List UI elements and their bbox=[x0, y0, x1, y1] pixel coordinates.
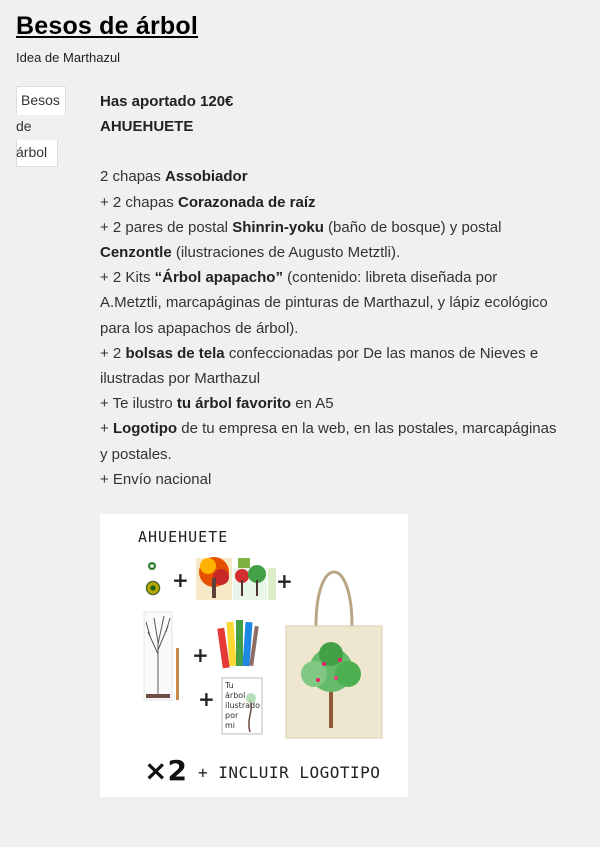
thumbnail-word: Besos bbox=[21, 92, 60, 108]
svg-text:Tu: Tu bbox=[225, 681, 234, 690]
svg-text:ilustrado: ilustrado bbox=[225, 701, 260, 710]
postcards-icon bbox=[196, 557, 276, 600]
reward-product-image bbox=[100, 514, 408, 797]
reward-item: Cenzontle (ilustraciones de Augusto Metztli). bbox=[100, 244, 401, 262]
page-subtitle: Idea de Marthazul bbox=[16, 50, 121, 65]
tote-bag-icon bbox=[286, 572, 382, 738]
reward-item: + 2 bolsas de tela confeccionadas por De las manos de Nieves e bbox=[100, 344, 539, 362]
plus-sign: + bbox=[192, 643, 209, 667]
reward-item: + Te ilustro tu árbol favorito en A5 bbox=[100, 395, 334, 413]
svg-text:por: por bbox=[225, 711, 239, 720]
badge-icon bbox=[147, 562, 160, 595]
illustrated-card bbox=[222, 678, 262, 734]
multiplier-text: ×2 bbox=[144, 754, 187, 787]
svg-text:árbol: árbol bbox=[225, 691, 246, 700]
reward-thumbnail[interactable] bbox=[16, 86, 64, 166]
plus-sign: + bbox=[198, 687, 215, 711]
reward-amount: Has aportado 120€ bbox=[100, 93, 234, 110]
reward-item: 2 chapas Assobiador bbox=[100, 168, 248, 186]
reward-item: + 2 Kits “Árbol apapacho” (contenido: libreta diseñada por bbox=[100, 269, 498, 287]
thumbnail-word: árbol bbox=[16, 144, 48, 160]
page-title: Besos de árbol bbox=[16, 12, 199, 40]
bookmarks-icon bbox=[217, 620, 259, 668]
reward-item: + 2 chapas Corazonada de raíz bbox=[100, 193, 316, 211]
reward-item: ilustradas por Marthazul bbox=[100, 370, 261, 388]
thumbnail-word: de bbox=[16, 118, 32, 134]
reward-item: + Envío nacional bbox=[100, 470, 212, 488]
reward-item: + 2 pares de postal Shinrin-yoku (baño de bosque) y postal bbox=[100, 218, 502, 236]
image-heading: AHUEHUETE bbox=[138, 528, 229, 546]
footer-text: + INCLUIR LOGOTIPO bbox=[198, 763, 381, 782]
reward-item: + Logotipo de tu empresa en la web, en las postales, marcapáginas bbox=[100, 420, 557, 438]
reward-item: A.Metztli, marcapáginas de pinturas de Marthazul, y lápiz ecológico bbox=[100, 294, 548, 312]
reward-description bbox=[100, 89, 590, 492]
plus-sign: + bbox=[172, 568, 189, 592]
reward-item: para los apapachos de árbol). bbox=[100, 319, 299, 337]
plus-sign: + bbox=[276, 569, 293, 593]
reward-name: AHUEHUETE bbox=[100, 118, 194, 136]
svg-text:mi: mi bbox=[225, 721, 236, 730]
notebook-icon bbox=[144, 612, 179, 700]
reward-item: y postales. bbox=[100, 445, 172, 463]
